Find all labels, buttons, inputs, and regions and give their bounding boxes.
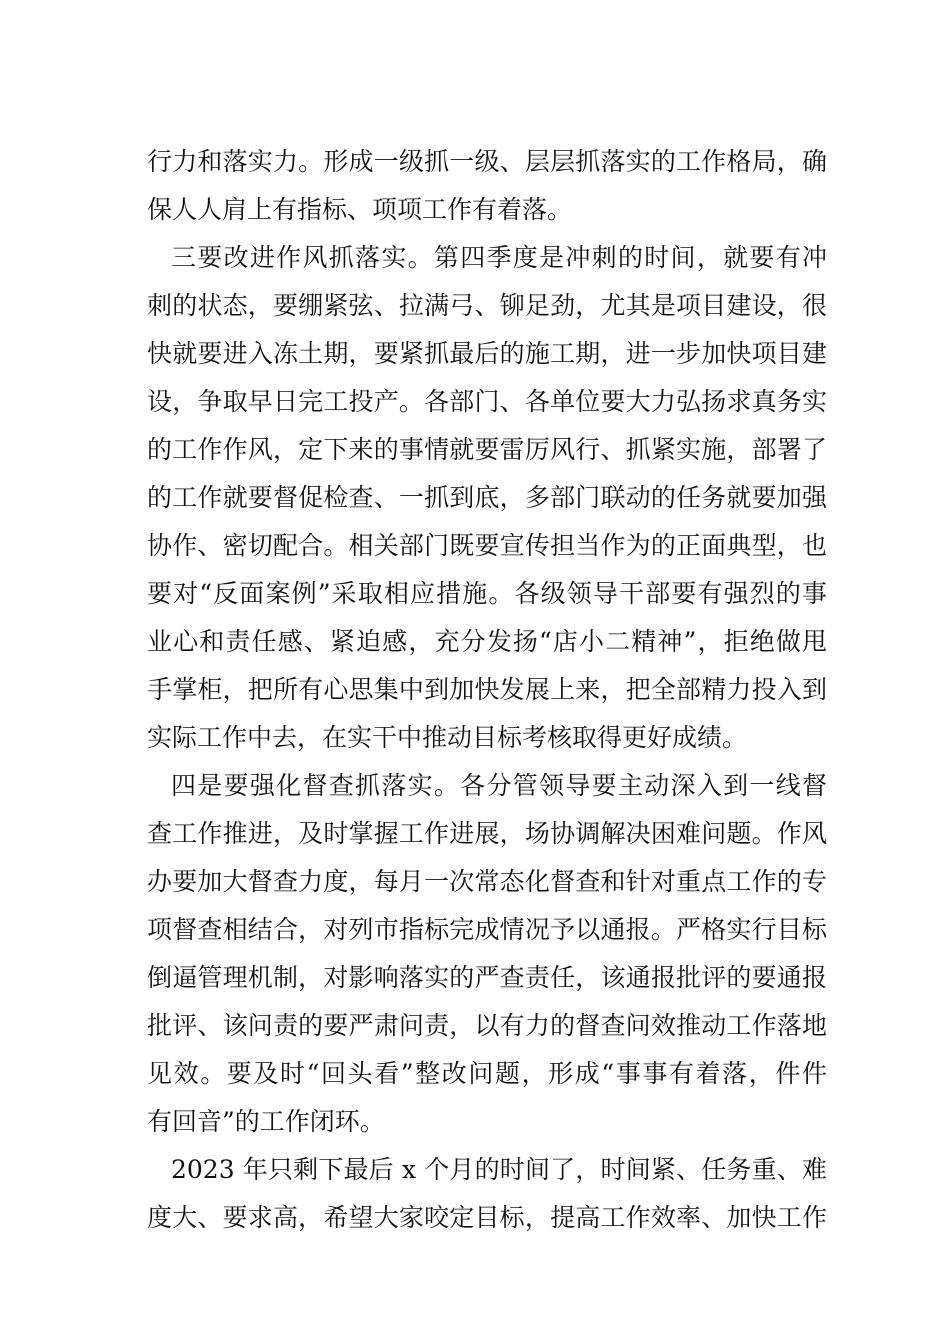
paragraph-2-line-10: 手掌柜，把所有心思集中到加快发展上来，把全部精力投入到 xyxy=(147,675,827,704)
paragraph-3-line-4: 项督查相结合，对列市指标完成情况予以通报。严格实行目标 xyxy=(147,915,827,944)
paragraph-2-line-1: 三要改进作风抓落实。第四季度是冲刺的时间，就要有冲 xyxy=(171,243,827,272)
paragraph-3-line-6: 批评、该问责的要严肃问责，以有力的督查问效推动工作落地 xyxy=(147,1011,827,1040)
paragraph-1-line-1: 行力和落实力。形成一级抓一级、层层抓落实的工作格局，确 xyxy=(147,147,827,176)
paragraph-3-line-8: 有回音”的工作闭环。 xyxy=(147,1107,385,1136)
paragraph-2-line-2: 刺的状态，要绷紧弦、拉满弓、铆足劲，尤其是项目建设，很 xyxy=(147,291,827,320)
paragraph-3-line-5: 倒逼管理机制，对影响落实的严查责任，该通报批评的要通报 xyxy=(147,963,827,992)
paragraph-2-line-3: 快就要进入冻土期，要紧抓最后的施工期，进一步加快项目建 xyxy=(147,339,827,368)
paragraph-2-line-6: 的工作就要督促检查、一抓到底，多部门联动的任务就要加强 xyxy=(147,483,827,512)
paragraph-3-line-2: 查工作推进，及时掌握工作进展，场协调解决困难问题。作风 xyxy=(147,819,827,848)
paragraph-2-line-4: 设，争取早日完工投产。各部门、各单位要大力弘扬求真务实 xyxy=(147,387,827,416)
paragraph-2-line-7: 协作、密切配合。相关部门既要宣传担当作为的正面典型，也 xyxy=(147,531,827,560)
paragraph-3-line-3: 办要加大督查力度，每月一次常态化督查和针对重点工作的专 xyxy=(147,867,827,896)
paragraph-2-line-8: 要对“反面案例”采取相应措施。各级领导干部要有强烈的事 xyxy=(147,579,827,608)
paragraph-2-line-5: 的工作作风，定下来的事情就要雷厉风行、抓紧实施，部署了 xyxy=(147,435,827,464)
paragraph-3-line-1: 四是要强化督查抓落实。各分管领导要主动深入到一线督 xyxy=(171,771,827,800)
paragraph-2-line-9: 业心和责任感、紧迫感，充分发扬“店小二精神”，拒绝做甩 xyxy=(147,627,827,656)
paragraph-4-line-1: 2023 年只剩下最后 x 个月的时间了，时间紧、任务重、难 xyxy=(171,1155,827,1184)
paragraph-2-line-11: 实际工作中去，在实干中推动目标考核取得更好成绩。 xyxy=(147,723,748,752)
paragraph-1-line-2: 保人人肩上有指标、项项工作有着落。 xyxy=(147,195,573,224)
paragraph-3-line-7: 见效。要及时“回头看”整改问题，形成“事事有着落，件件 xyxy=(147,1059,827,1088)
paragraph-4-line-2: 度大、要求高，希望大家咬定目标，提高工作效率、加快工作 xyxy=(147,1203,827,1232)
